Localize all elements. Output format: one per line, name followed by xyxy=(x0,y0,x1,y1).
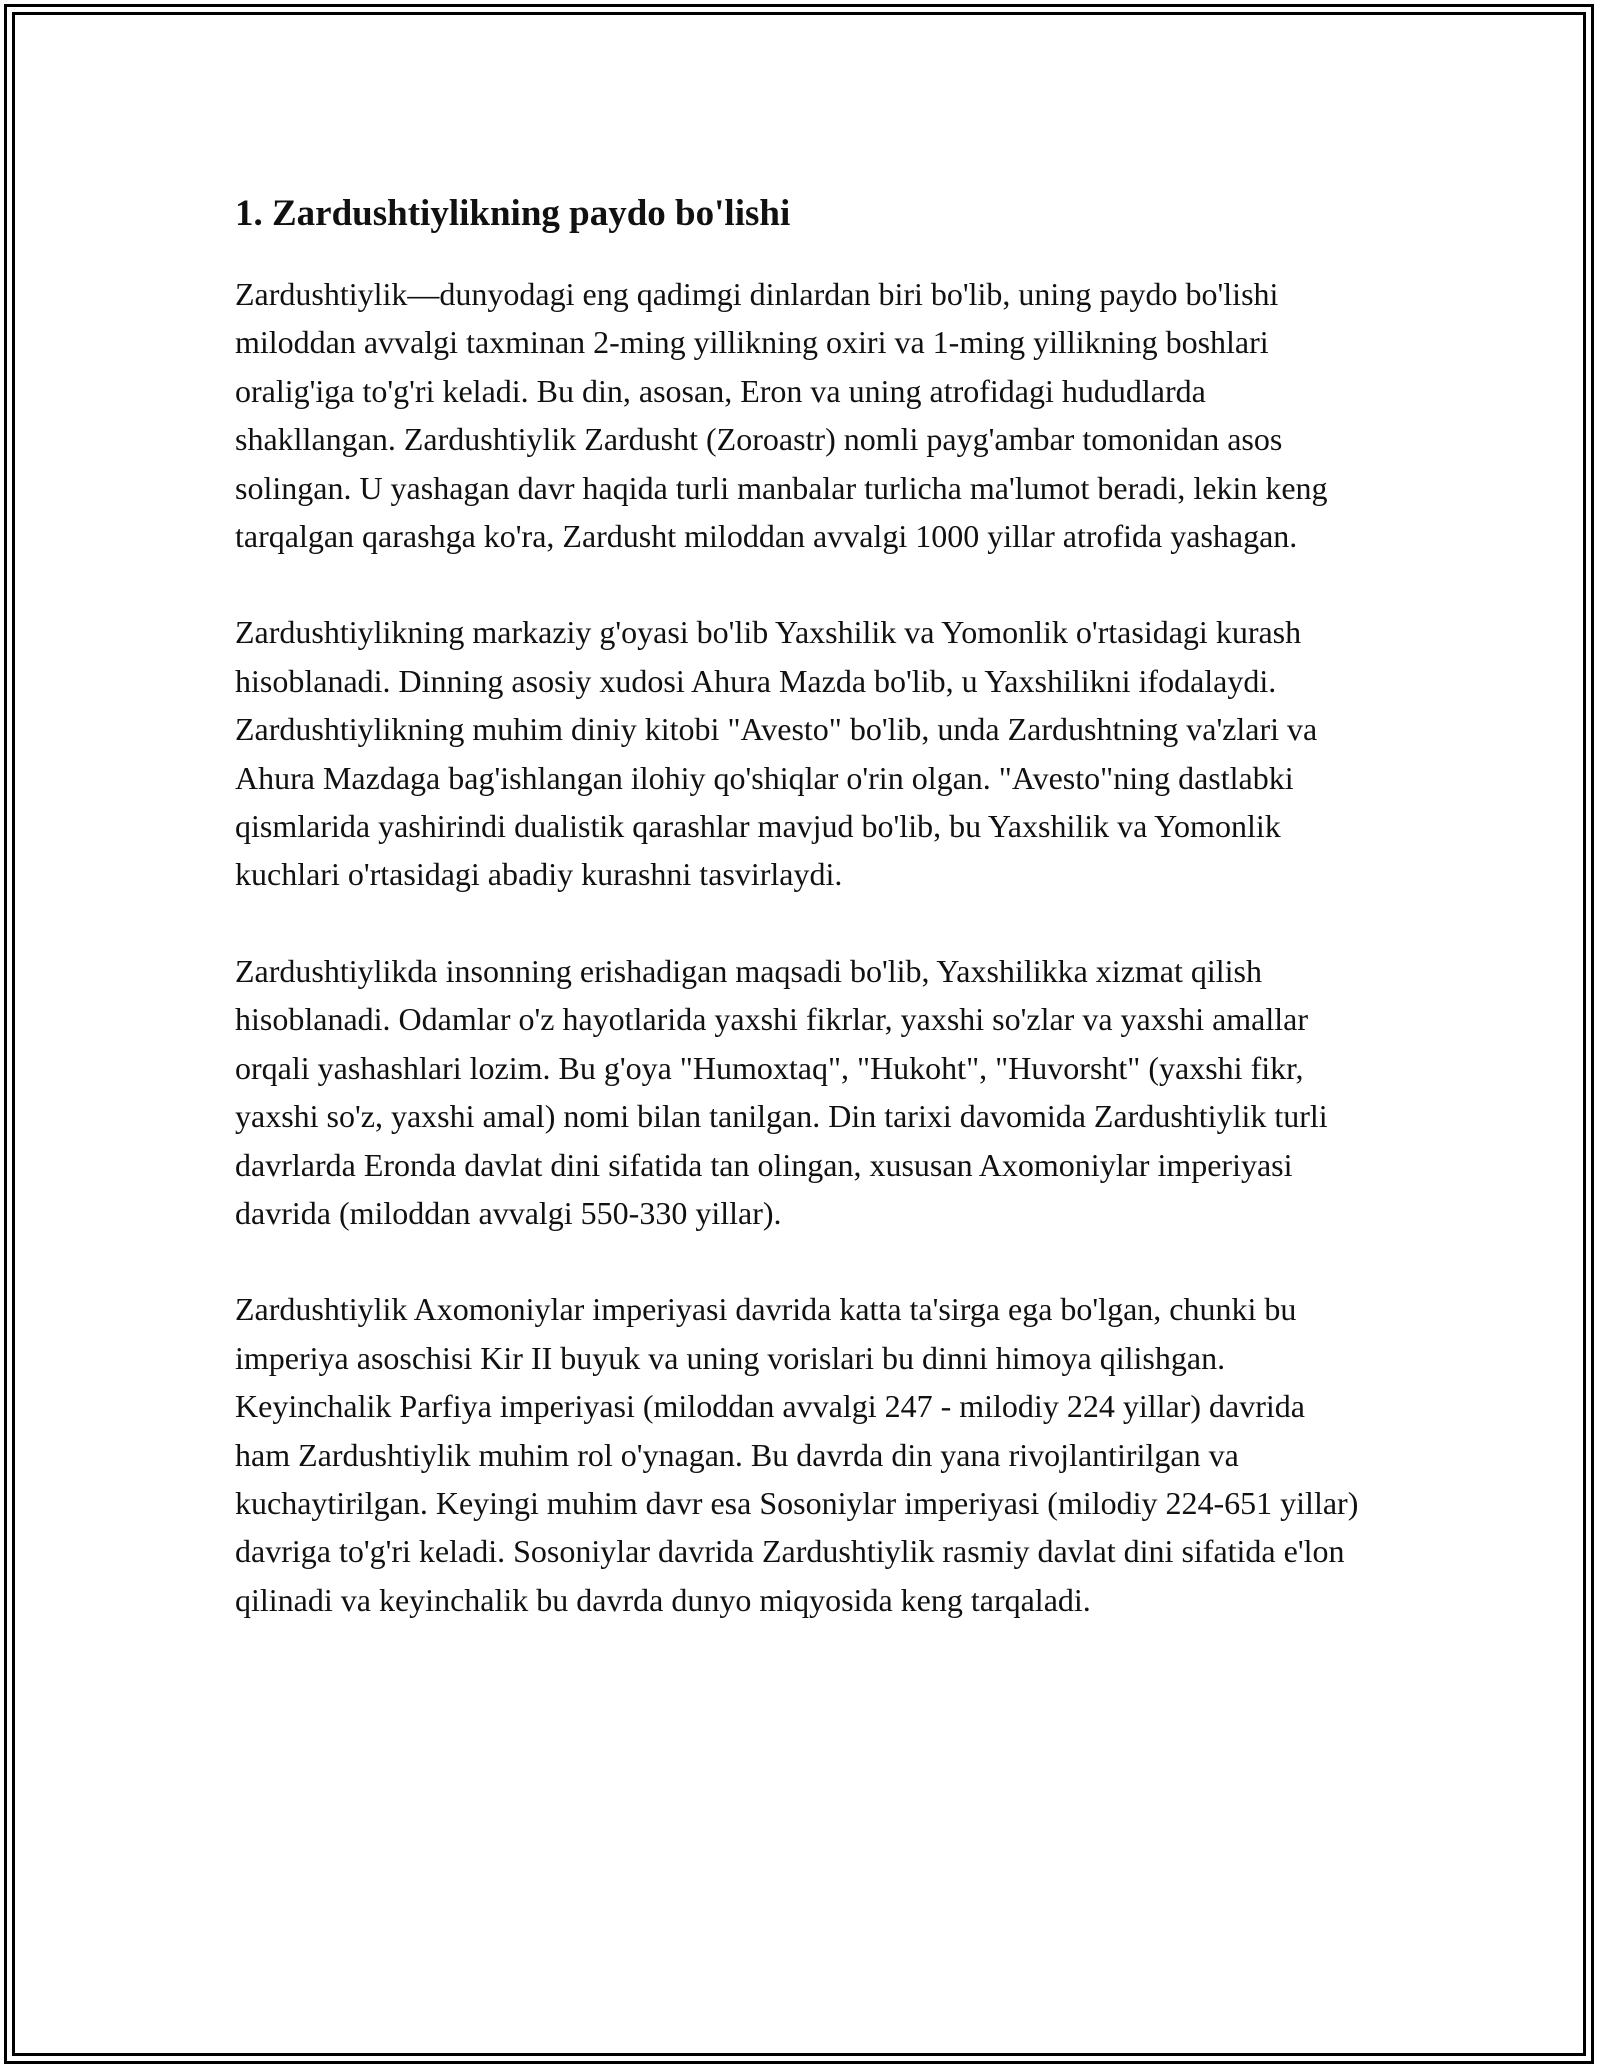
paragraph-human-purpose: Zardushtiylikda insonning erishadigan maqsadi bo'lib, Yaxshilikka xizmat qilish hisoblanadi. Odamlar o'z hayotlarida yaxshi fikrlar, yaxshi so'zlar va yaxshi amallar orqali yashashlari lozim. Bu g'oya "Humoxtaq", "Hukoht", "Huvorsht" (yaxshi fikr, yaxshi so'z, yaxshi amal) nomi bilan tanilgan. Din tarixi davomida Zardushtiylik turli davrlarda Eronda davlat dini sifatida tan olingan, xususan Axomoniylar imperiyasi davrida (miloddan avvalgi 550-330 yillar). xyxy=(235,952,1328,1231)
paragraph-imperial-history: Zardushtiylik Axomoniylar imperiyasi davrida katta ta'sirga ega bo'lgan, chunki bu imperiya asoschisi Kir II buyuk va uning vorislari bu dinni himoya qilishgan. Keyinchalik Parfiya imperiyasi (miloddan avvalgi 247 - milodiy 224 yillar) davrida ham Zardushtiylik muhim rol o'ynagan. Bu davrda din yana rivojlantirilgan va kuchaytirilgan. Keyingi muhim davr esa Sosoniylar imperiyasi (milodiy 224-651 yillar) davriga to'g'ri keladi. Sosoniylar davrida Zardushtiylik rasmiy davlat dini sifatida e'lon qilinadi va keyinchalik bu davrda dunyo miqyosida keng tarqaladi. xyxy=(235,1291,1359,1618)
paragraph-origin: Zardushtiylik—dunyodagi eng qadimgi dinlardan biri bo'lib, uning paydo bo'lishi miloddan avvalgi taxminan 2-ming yillikning oxiri va 1-ming yillikning boshlari oralig'iga to'g'ri keladi. Bu din, asosan, Eron va uning atrofidagi hududlarda shakllangan. Zardushtiylik Zardusht (Zoroastr) nomli payg'ambar tomonidan asos solingan. U yashagan davr haqida turli manbalar turlicha ma'lumot beradi, lekin keng tarqalgan qarashga ko'ra, Zardusht miloddan avvalgi 1000 yillar atrofida yashagan. xyxy=(235,276,1328,555)
document-body xyxy=(235,188,1365,1672)
paragraph-central-idea: Zardushtiylikning markaziy g'oyasi bo'lib Yaxshilik va Yomonlik o'rtasidagi kurash hisoblanadi. Dinning asosiy xudosi Ahura Mazda bo'lib, u Yaxshilikni ifodalaydi. Zardushtiylikning muhim diniy kitobi "Avesto" bo'lib, unda Zardushtning va'zlari va Ahura Mazdaga bag'ishlangan ilohiy qo'shiqlar o'rin olgan. "Avesto"ning dastlabki qismlarida yashirindi dualistik qarashlar mavjud bo'lib, bu Yaxshilik va Yomonlik kuchlari o'rtasidagi abadiy kurashni tasvirlaydi. xyxy=(235,614,1318,893)
section-title: 1. Zardushtiylikning paydo bo'lishi xyxy=(235,193,791,234)
